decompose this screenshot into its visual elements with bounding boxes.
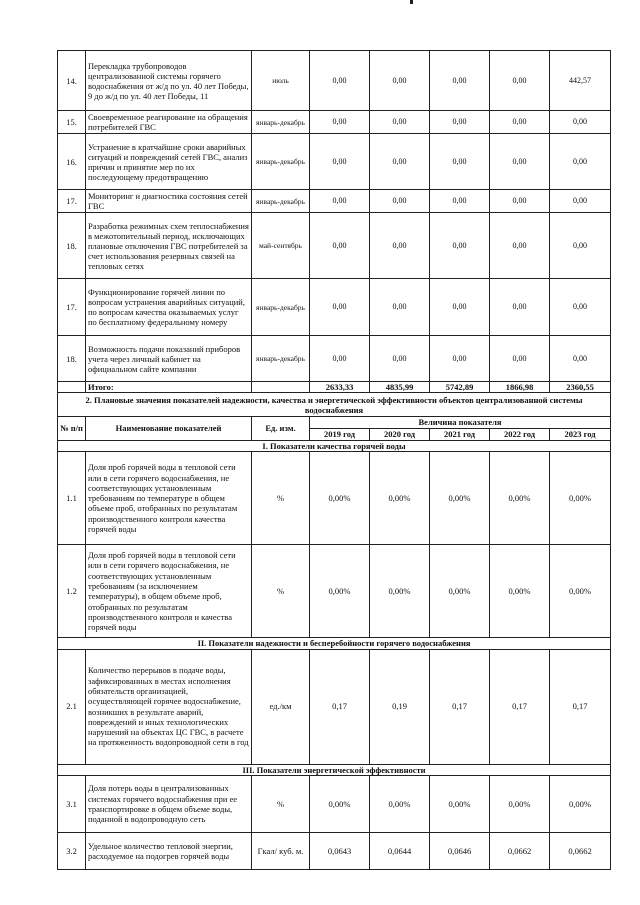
measure-value-2021: 0,00 bbox=[430, 190, 490, 213]
indicator-value: 0,00% bbox=[310, 545, 370, 638]
measure-value-2020: 0,00 bbox=[370, 279, 430, 336]
indicator-value: 0,00% bbox=[490, 452, 550, 545]
measure-value-2021: 0,00 bbox=[430, 279, 490, 336]
page-mark bbox=[410, 0, 413, 4]
measure-period: январь-декабрь bbox=[252, 111, 310, 134]
measure-value-2019: 0,00 bbox=[310, 336, 370, 382]
indicator-num: 3.1 bbox=[58, 775, 86, 832]
header-year: 2023 год bbox=[550, 429, 611, 441]
measure-value-2023: 0,00 bbox=[550, 336, 611, 382]
measure-name: Устранение в кратчайшие сроки аварийных ситуаций и повреждений сетей ГВС, анализ причин и принятие мер по их последующему предотвращению bbox=[86, 134, 252, 190]
indicator-unit: Гкал/ куб. м. bbox=[252, 832, 310, 869]
measure-value-2021: 0,00 bbox=[430, 336, 490, 382]
measure-period: январь-декабрь bbox=[252, 279, 310, 336]
measure-row bbox=[58, 51, 611, 111]
measure-value-2021: 0,00 bbox=[430, 213, 490, 279]
measure-value-2023: 0,00 bbox=[550, 279, 611, 336]
indicator-value: 0,17 bbox=[550, 649, 611, 764]
measure-num: 14. bbox=[58, 51, 86, 111]
measure-value-2022: 0,00 bbox=[490, 134, 550, 190]
measure-period: май-сентябрь bbox=[252, 213, 310, 279]
header-year: 2020 год bbox=[370, 429, 430, 441]
indicator-value: 0,19 bbox=[370, 649, 430, 764]
indicator-name: Доля проб горячей воды в тепловой сети или в сети горячего водоснабжения, не соответствующих установленным требованиям по температуре в общем объеме проб, отобранных по результатам производственного контроля качества горячей воды bbox=[86, 452, 252, 545]
measure-value-2022: 0,00 bbox=[490, 190, 550, 213]
total-label: Итого: bbox=[86, 382, 252, 393]
indicator-num: 3.2 bbox=[58, 832, 86, 869]
indicator-row bbox=[58, 832, 611, 869]
measure-row bbox=[58, 134, 611, 190]
header-year: 2022 год bbox=[490, 429, 550, 441]
indicator-row bbox=[58, 649, 611, 764]
measure-value-2021: 0,00 bbox=[430, 134, 490, 190]
measure-value-2022: 0,00 bbox=[490, 336, 550, 382]
header-year: 2019 год bbox=[310, 429, 370, 441]
indicator-unit: % bbox=[252, 775, 310, 832]
section-heading-row bbox=[58, 393, 611, 417]
measure-value-2022: 0,00 bbox=[490, 51, 550, 111]
indicator-value: 0,0662 bbox=[550, 832, 611, 869]
measure-name: Функционирование горячей линии по вопросам устранения аварийных ситуаций, по вопросам качества оказываемых услуг по бесплатному федеральному номеру bbox=[86, 279, 252, 336]
indicator-value: 0,00% bbox=[370, 545, 430, 638]
indicator-row bbox=[58, 545, 611, 638]
total-period-cell bbox=[252, 382, 310, 393]
measure-name: Разработка режимных схем теплоснабжения в межотопительный период, исключающих плановые отключения ГВС потребителей за счет использования резервных связей на тепловых сетях bbox=[86, 213, 252, 279]
measure-num: 18. bbox=[58, 213, 86, 279]
measure-value-2020: 0,00 bbox=[370, 134, 430, 190]
measure-num: 17. bbox=[58, 190, 86, 213]
header-value-group: Величина показателя bbox=[310, 417, 611, 429]
measure-value-2023: 442,57 bbox=[550, 51, 611, 111]
indicator-unit: % bbox=[252, 452, 310, 545]
measure-num: 18. bbox=[58, 336, 86, 382]
indicator-row bbox=[58, 775, 611, 832]
indicator-value: 0,00% bbox=[430, 452, 490, 545]
measure-value-2019: 0,00 bbox=[310, 279, 370, 336]
indicator-value: 0,0643 bbox=[310, 832, 370, 869]
measure-period: январь-декабрь bbox=[252, 134, 310, 190]
indicator-value: 0,00% bbox=[310, 775, 370, 832]
indicator-value: 0,00% bbox=[310, 452, 370, 545]
section-title: I. Показатели качества горячей воды bbox=[58, 441, 611, 452]
header-num: № п/п bbox=[58, 417, 86, 441]
header-year: 2021 год bbox=[430, 429, 490, 441]
measure-value-2019: 0,00 bbox=[310, 111, 370, 134]
header-name: Наименование показателей bbox=[86, 417, 252, 441]
indicator-unit: % bbox=[252, 545, 310, 638]
measure-value-2020: 0,00 bbox=[370, 51, 430, 111]
indicators-table bbox=[57, 416, 611, 870]
measure-value-2019: 0,00 bbox=[310, 190, 370, 213]
measure-name: Мониторинг и диагностика состояния сетей ГВС bbox=[86, 190, 252, 213]
measures-table bbox=[57, 50, 611, 417]
indicator-value: 0,00% bbox=[550, 775, 611, 832]
measure-name: Перекладка трубопроводов централизованной системы горячего водоснабжения от ж/д по ул. 40 лет Победы, 9 до ж/д по ул. 40 лет Победы, 11 bbox=[86, 51, 252, 111]
total-2023: 2360,55 bbox=[550, 382, 611, 393]
measure-value-2019: 0,00 bbox=[310, 213, 370, 279]
total-2019: 2633,33 bbox=[310, 382, 370, 393]
measure-period: январь-декабрь bbox=[252, 190, 310, 213]
measure-value-2023: 0,00 bbox=[550, 134, 611, 190]
measure-value-2020: 0,00 bbox=[370, 336, 430, 382]
measure-value-2019: 0,00 bbox=[310, 134, 370, 190]
measure-row bbox=[58, 190, 611, 213]
measure-value-2023: 0,00 bbox=[550, 190, 611, 213]
indicator-value: 0,00% bbox=[550, 545, 611, 638]
measure-value-2020: 0,00 bbox=[370, 111, 430, 134]
indicator-value: 0,0646 bbox=[430, 832, 490, 869]
section-title: III. Показатели энергетической эффективности bbox=[58, 764, 611, 775]
total-row bbox=[58, 382, 611, 393]
measure-value-2019: 0,00 bbox=[310, 51, 370, 111]
measure-num: 15. bbox=[58, 111, 86, 134]
header-unit: Ед. изм. bbox=[252, 417, 310, 441]
indicator-value: 0,0644 bbox=[370, 832, 430, 869]
measure-value-2021: 0,00 bbox=[430, 111, 490, 134]
measure-row bbox=[58, 213, 611, 279]
measure-period: июль bbox=[252, 51, 310, 111]
indicator-unit: ед./км bbox=[252, 649, 310, 764]
section-row bbox=[58, 638, 611, 649]
indicator-name: Доля проб горячей воды в тепловой сети или в сети горячего водоснабжения, не соответствующих установленным требованиям (за исключением температуры), в общем объеме проб, отобранных по результатам производственного контроля и качества горячей воды bbox=[86, 545, 252, 638]
total-2020: 4835,99 bbox=[370, 382, 430, 393]
indicator-value: 0,17 bbox=[490, 649, 550, 764]
indicator-value: 0,00% bbox=[370, 775, 430, 832]
total-num-cell bbox=[58, 382, 86, 393]
section-row bbox=[58, 441, 611, 452]
indicator-num: 1.2 bbox=[58, 545, 86, 638]
measure-row bbox=[58, 111, 611, 134]
indicator-value: 0,00% bbox=[430, 775, 490, 832]
indicator-num: 1.1 bbox=[58, 452, 86, 545]
measure-value-2020: 0,00 bbox=[370, 213, 430, 279]
measure-value-2022: 0,00 bbox=[490, 111, 550, 134]
measure-num: 17. bbox=[58, 279, 86, 336]
measure-value-2023: 0,00 bbox=[550, 213, 611, 279]
indicator-value: 0,00% bbox=[490, 775, 550, 832]
indicator-value: 0,17 bbox=[310, 649, 370, 764]
section-title: II. Показатели надежности и бесперебойности горячего водоснабжения bbox=[58, 638, 611, 649]
indicator-value: 0,00% bbox=[370, 452, 430, 545]
measure-value-2021: 0,00 bbox=[430, 51, 490, 111]
indicator-value: 0,00% bbox=[430, 545, 490, 638]
indicator-name: Количество перерывов в подаче воды, зафиксированных в местах исполнения обязательств организацией, осуществляющей горячее водоснабжение, возникших в результате аварий, повреждений и иных технологических нарушений на объектах ЦС ГВС, в расчете на протяженность водопроводной сети в год bbox=[86, 649, 252, 764]
indicator-value: 0,17 bbox=[430, 649, 490, 764]
indicator-num: 2.1 bbox=[58, 649, 86, 764]
total-2021: 5742,89 bbox=[430, 382, 490, 393]
indicator-name: Удельное количество тепловой энергии, расходуемое на подогрев горячей воды bbox=[86, 832, 252, 869]
indicator-value: 0,00% bbox=[490, 545, 550, 638]
measure-row bbox=[58, 336, 611, 382]
measure-name: Возможность подачи показаний приборов учета через личный кабинет на официальном сайте компании bbox=[86, 336, 252, 382]
measure-value-2020: 0,00 bbox=[370, 190, 430, 213]
header-row bbox=[58, 417, 611, 429]
indicator-name: Доля потерь воды в централизованных системах горячего водоснабжения при ее транспортировке в общем объеме воды, поданной в водопроводную сеть bbox=[86, 775, 252, 832]
measure-period: январь-декабрь bbox=[252, 336, 310, 382]
measure-value-2023: 0,00 bbox=[550, 111, 611, 134]
section-row bbox=[58, 764, 611, 775]
measure-num: 16. bbox=[58, 134, 86, 190]
indicator-value: 0,00% bbox=[550, 452, 611, 545]
measure-row bbox=[58, 279, 611, 336]
section-heading: 2. Плановые значения показателей надежности, качества и энергетической эффективности объектов централизованной системы водоснабжения bbox=[58, 393, 611, 417]
indicator-row bbox=[58, 452, 611, 545]
measure-name: Своевременное реагирование на обращения потребителей ГВС bbox=[86, 111, 252, 134]
indicator-value: 0,0662 bbox=[490, 832, 550, 869]
measure-value-2022: 0,00 bbox=[490, 279, 550, 336]
total-2022: 1866,98 bbox=[490, 382, 550, 393]
measure-value-2022: 0,00 bbox=[490, 213, 550, 279]
